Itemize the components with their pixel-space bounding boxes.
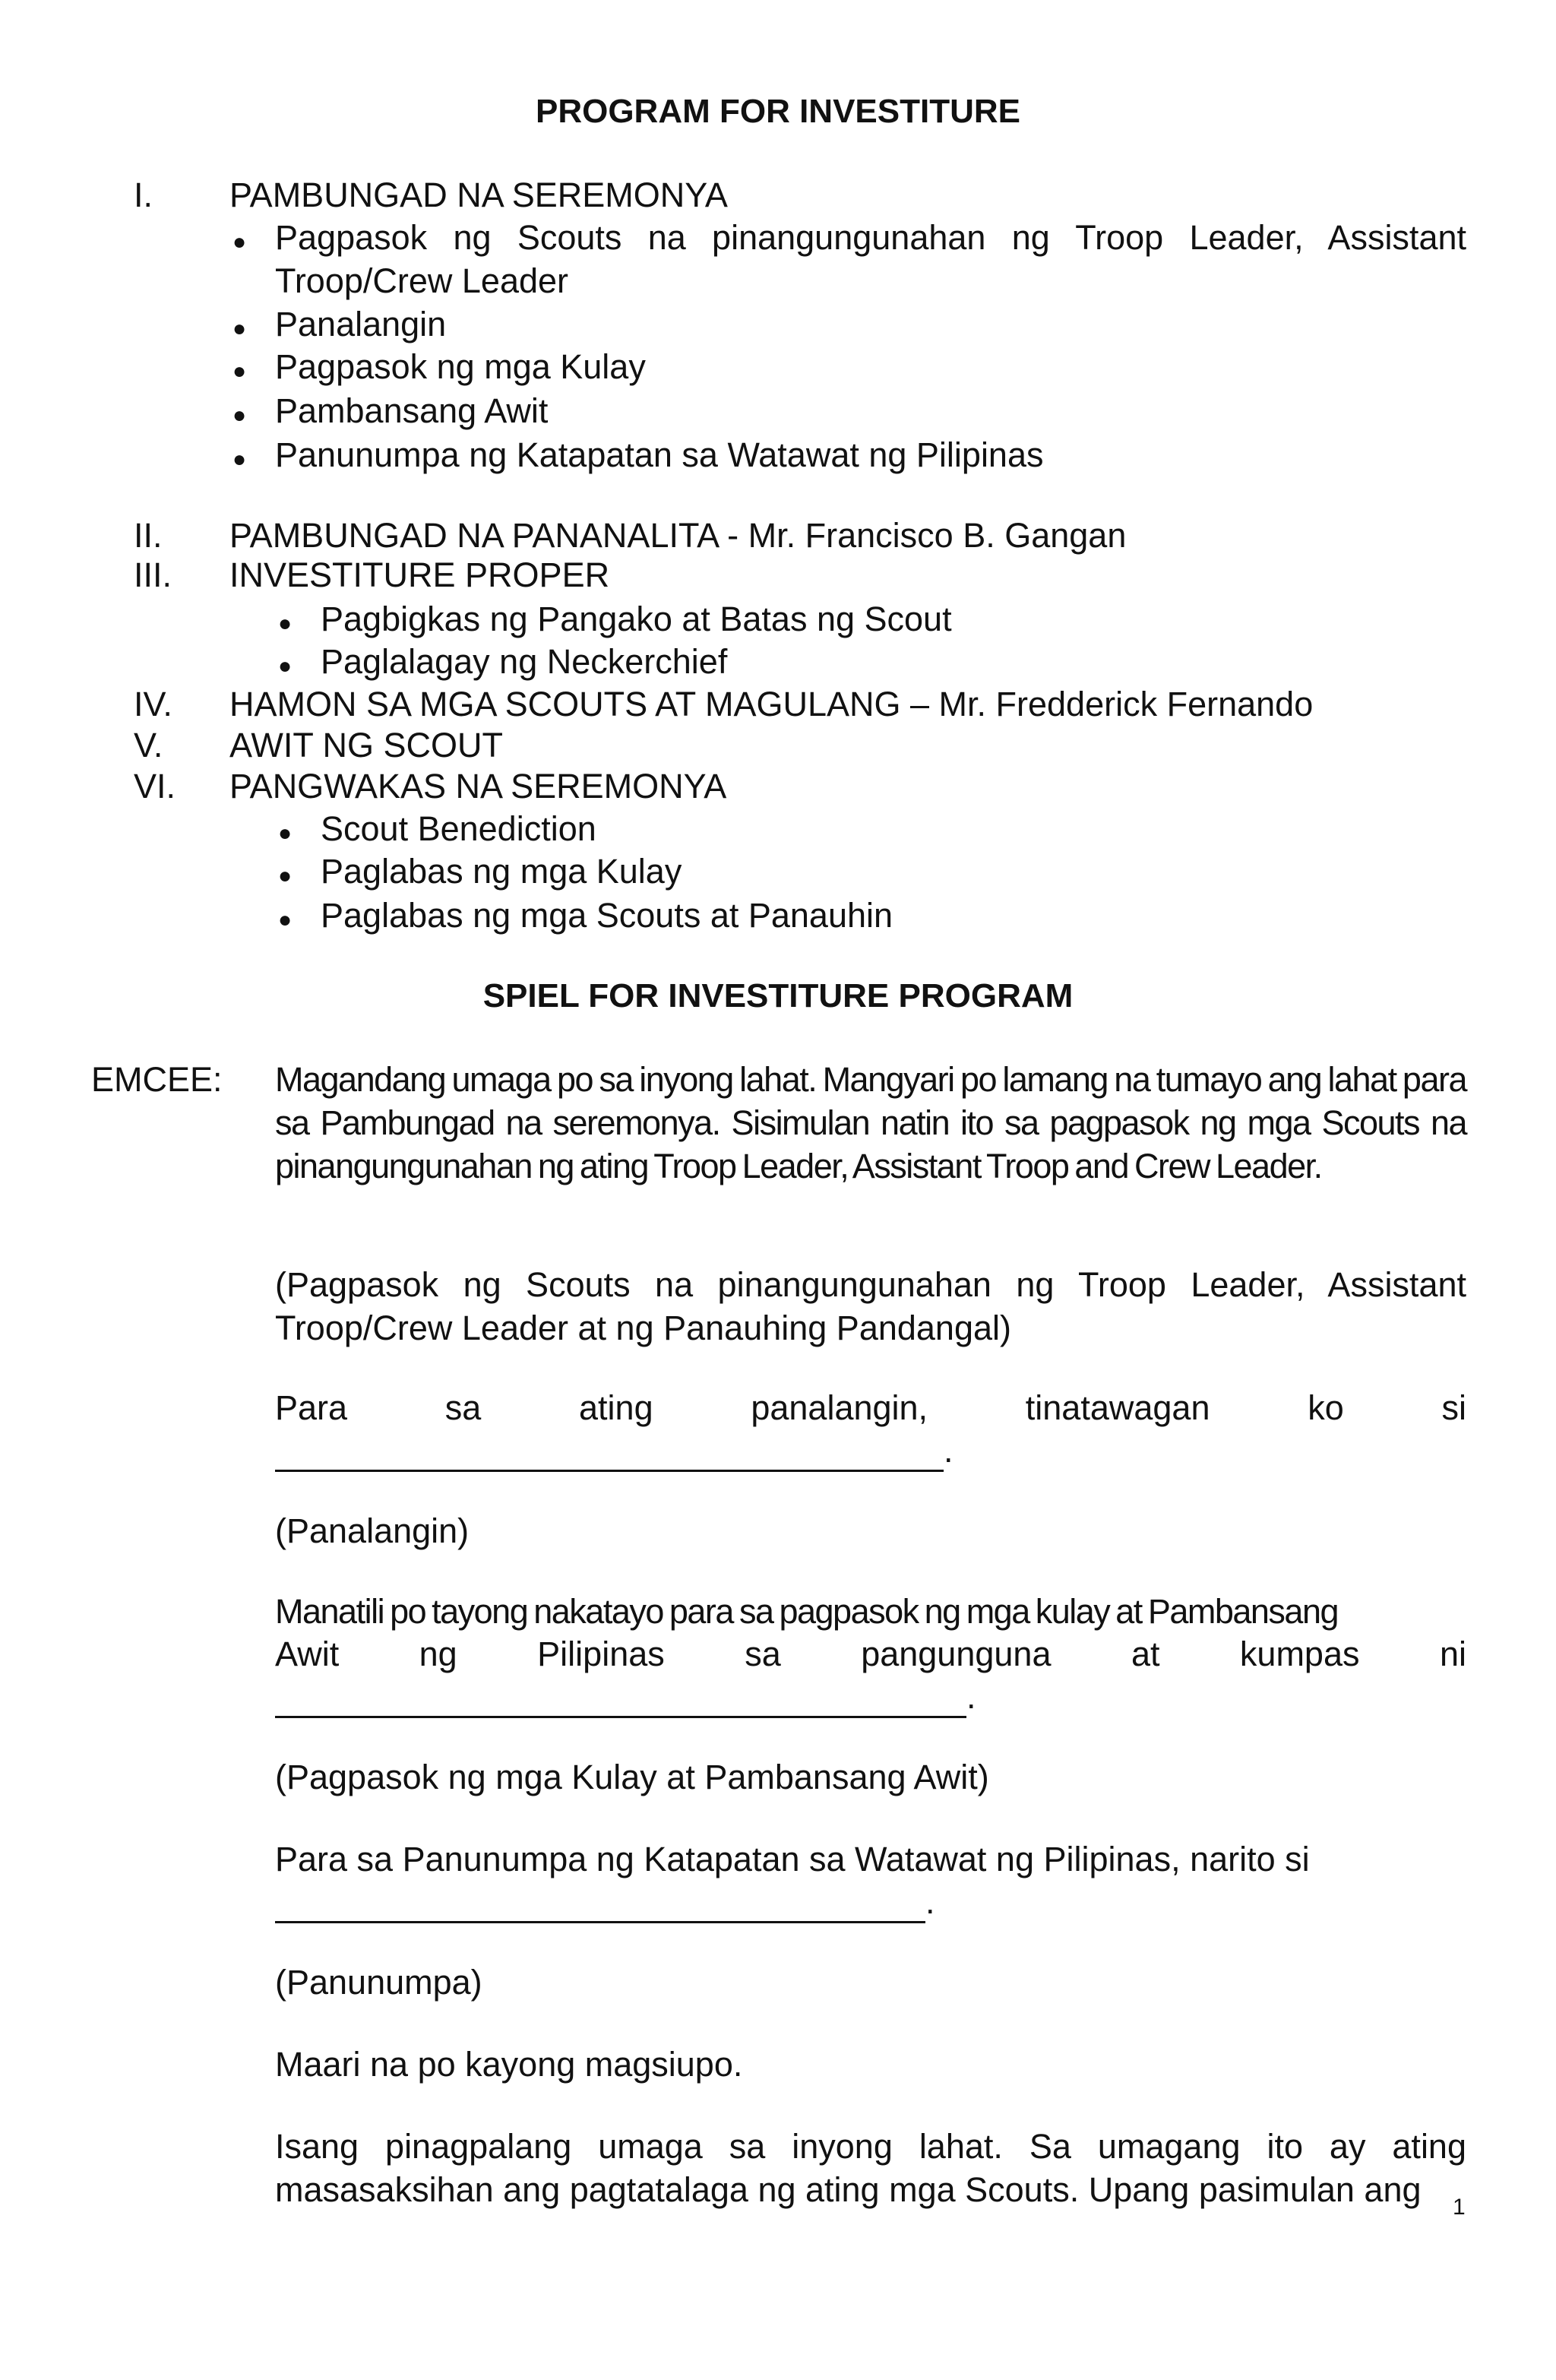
period: . [966, 1677, 976, 1716]
bullet: ● [232, 403, 247, 428]
list-item: Pagpasok ng mga Kulay [275, 347, 646, 386]
word: sa [444, 1388, 482, 1427]
section-2-title: PAMBUNGAD NA PANANALITA - Mr. Francisco B. Gangan [229, 516, 1127, 555]
word: Awit [275, 1635, 340, 1673]
word: si [1441, 1388, 1466, 1427]
spiel-paragraph: Isang pinagpalang umaga sa inyong lahat. Sa umagang ito ay ating masasaksihan ang pagtatalaga ng ating mga Scouts. Upang pasimulan ang [275, 2127, 1466, 2209]
spiel-paragraph [275, 1632, 1466, 1676]
section-1-title: PAMBUNGAD NA SEREMONYA [229, 176, 728, 214]
bullet: ● [232, 447, 247, 472]
list-item: Panunumpa ng Katapatan sa Watawat ng Pilipinas [275, 435, 1044, 474]
spiel-paragraph: (Panunumpa) [275, 1963, 482, 2002]
word: ko [1308, 1388, 1344, 1427]
section-1-number: I. [134, 176, 153, 214]
list-item: Paglalagay ng Neckerchief [321, 642, 728, 681]
bullet: ● [232, 359, 247, 384]
list-item: Pagpasok ng Scouts na pinangungunahan ng Troop Leader, Assistant Troop/Crew Leader [275, 218, 1466, 300]
section-6-title: PANGWAKAS NA SEREMONYA [229, 767, 727, 805]
word: Pilipinas [537, 1635, 665, 1673]
bullet: ● [278, 821, 293, 846]
period: . [925, 1882, 935, 1921]
bullet: ● [278, 907, 293, 932]
word: tinatawagan [1025, 1388, 1210, 1427]
section-5-title: AWIT NG SCOUT [229, 726, 503, 764]
spiel-paragraph [275, 1386, 1466, 1429]
word: Para [275, 1388, 348, 1427]
section-2-number: II. [134, 516, 163, 555]
word: sa [745, 1635, 781, 1673]
period: . [944, 1431, 954, 1470]
page-number: 1 [1453, 2195, 1466, 2220]
list-item: Pagbigkas ng Pangako at Batas ng Scout [321, 600, 952, 638]
spiel-paragraph: Para sa Panunumpa ng Katapatan sa Watawat ng Pilipinas, narito si [275, 1840, 1310, 1878]
word: panalangin, [751, 1388, 928, 1427]
bullet: ● [278, 654, 293, 679]
spiel-paragraph: Magandang umaga po sa inyong lahat. Mangyari po lamang na tumayo ang lahat para sa Pambungad na seremonya. Sisimulan natin ito sa pagpasok ng mga Scouts na pinangungunahan ng ating Troop Leader, Assistant Troop and Crew Leader. [275, 1060, 1466, 1185]
word: ng [419, 1635, 457, 1673]
spiel-paragraph: Maari na po kayong magsiupo. [275, 2045, 743, 2084]
word: pangunguna [861, 1635, 1052, 1673]
section-4-number: IV. [134, 685, 172, 723]
blank-line [275, 1888, 925, 1923]
spiel-title: SPIEL FOR INVESTITURE PROGRAM [482, 977, 1074, 1014]
bullet: ● [278, 863, 293, 888]
spiel-paragraph: (Panalangin) [275, 1511, 470, 1550]
list-item: Paglabas ng mga Scouts at Panauhin [321, 896, 893, 935]
list-item: Scout Benediction [321, 809, 596, 848]
blank-line [275, 1682, 966, 1718]
section-6-number: VI. [134, 767, 176, 805]
word: ating [579, 1388, 653, 1427]
list-item: Panalangin [275, 305, 447, 343]
spiel-paragraph: (Pagpasok ng Scouts na pinangungunahan ng Troop Leader, Assistant Troop/Crew Leader at ng Panauhing Pandangal) [275, 1265, 1466, 1347]
program-title: PROGRAM FOR INVESTITURE [535, 93, 1021, 130]
fill-in-blank [275, 1880, 935, 1923]
bullet: ● [232, 316, 247, 341]
list-item: Pambansang Awit [275, 391, 549, 430]
blank-line [275, 1436, 944, 1472]
fill-in-blank [275, 1675, 976, 1718]
bullet: ● [232, 229, 247, 255]
section-5-number: V. [134, 726, 163, 764]
spiel-paragraph: (Pagpasok ng mga Kulay at Pambansang Awit) [275, 1758, 989, 1796]
word: ni [1439, 1635, 1466, 1673]
speaker-label: EMCEE: [91, 1060, 223, 1099]
spiel-paragraph: Manatili po tayong nakatayo para sa pagpasok ng mga kulay at Pambansang [275, 1592, 1339, 1631]
section-3-title: INVESTITURE PROPER [229, 555, 610, 594]
fill-in-blank [275, 1429, 954, 1472]
word: at [1131, 1635, 1160, 1673]
bullet: ● [278, 611, 293, 636]
section-3-number: III. [134, 555, 172, 594]
word: kumpas [1239, 1635, 1360, 1673]
section-4-title: HAMON SA MGA SCOUTS AT MAGULANG – Mr. Fredderick Fernando [229, 685, 1314, 723]
list-item: Paglabas ng mga Kulay [321, 852, 682, 891]
